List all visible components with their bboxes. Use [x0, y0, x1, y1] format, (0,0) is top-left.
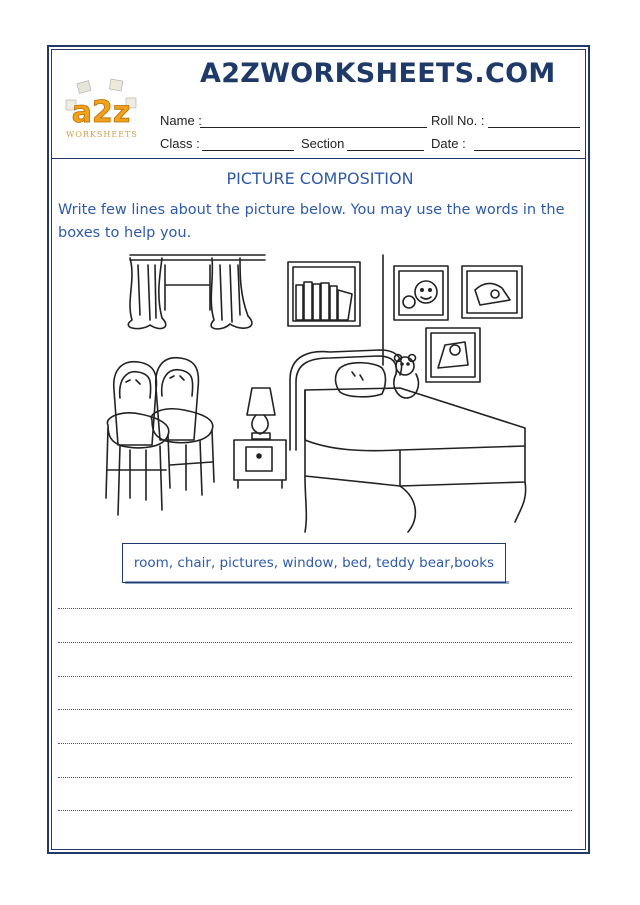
svg-text:WORKSHEETS: WORKSHEETS: [66, 130, 138, 139]
writing-line-6[interactable]: [58, 777, 572, 778]
lamp-nightstand: [234, 388, 286, 488]
writing-line-7[interactable]: [58, 810, 572, 811]
roll-no-field[interactable]: [488, 127, 580, 128]
a2z-logo: [60, 78, 144, 140]
date-field[interactable]: [474, 150, 580, 151]
writing-line-3[interactable]: [58, 676, 572, 677]
section-label: Section: [301, 136, 345, 151]
writing-line-4[interactable]: [58, 709, 572, 710]
class-field[interactable]: [202, 150, 294, 151]
teddy-bear: [394, 355, 418, 399]
instruction-line-2: boxes to help you.: [58, 225, 192, 241]
bedroom-picture: [100, 250, 535, 535]
bed: [290, 350, 526, 532]
date-label: Date :: [431, 136, 466, 151]
instruction-text: [58, 199, 578, 245]
svg-text:a2z: a2z: [71, 95, 131, 130]
class-label: Class :: [160, 136, 200, 151]
chairs: [106, 358, 214, 515]
name-field[interactable]: [200, 127, 427, 128]
name-label: Name :: [160, 113, 202, 128]
writing-line-2[interactable]: [58, 642, 572, 643]
writing-line-5[interactable]: [58, 743, 572, 744]
header-divider: [51, 158, 586, 159]
writing-line-1[interactable]: [58, 608, 572, 609]
roll-no-label: Roll No. :: [431, 113, 485, 128]
word-hint-box: room, chair, pictures, window, bed, teddy bear,books: [122, 543, 506, 583]
section-field[interactable]: [347, 150, 424, 151]
bookshelf: [288, 262, 360, 326]
site-title: A2ZWORKSHEETS.COM: [200, 58, 556, 89]
worksheet-title: PICTURE COMPOSITION: [226, 169, 414, 188]
instruction-line-1: Write few lines about the picture below. You may use the words in the: [58, 202, 565, 218]
window-curtains: [128, 255, 265, 329]
